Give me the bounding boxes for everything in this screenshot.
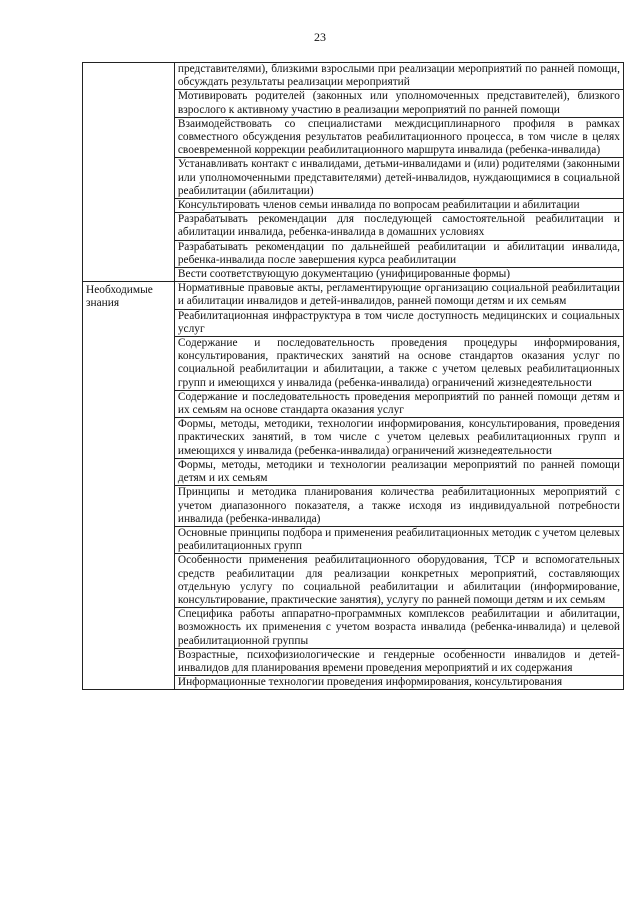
item-cell [174,309,623,336]
item-text: Особенности применения реабилитационного оборудования, ТСР и вспомогательных средств реабилитации для реализации конкретных мероприятий, составляющих отдельную услугу по социальной реабилитации и абилитации (информирование, консультирование, практические занятия), услугу по ранней помощи детям и их семьям [177,554,620,606]
item-cell [174,282,623,309]
item-text: Формы, методы, методики и технологии реализации мероприятий по ранней помощи детям и их семьям [177,458,620,485]
item-text: Консультировать членов семьи инвалида по вопросам реабилитации и абилитации [177,199,580,212]
section-label [86,63,171,65]
item-cell [174,458,623,485]
item-cell [174,90,623,117]
competency-table [82,62,624,690]
item-text: Разрабатывать рекомендации по дальнейшей реабилитации и абилитации инвалида, ребенка-инвалида после завершения курса реабилитации [177,240,620,266]
item-text: Содержание и последовательность проведения процедуры информирования, консультирования, практических занятий на основе стандартов оказания услуг по социальной реабилитации и абилитации, а также с учетом целевых реабилитационных групп и имеющихся у инвалида (ребенка-инвалида) ограничений жизнедеятельности [177,337,620,389]
item-cell [174,63,623,90]
item-cell [174,158,623,199]
item-text: Разрабатывать рекомендации для последующей самостоятельной реабилитации и абилитации инвалида, ребенка-инвалида в домашних условиях [177,213,620,239]
item-text: представителями), близкими взрослыми при реализации мероприятий по ранней помощи, обсуждать результаты реализации мероприятий [177,63,620,89]
item-text: Содержание и последовательность проведения мероприятий по ранней помощи детям и их семьям на основе стандарта оказания услуг [177,390,620,417]
item-text: Информационные технологии проведения информирования, консультирования [177,676,563,689]
item-text: Взаимодействовать со специалистами междисциплинарного профиля в рамках совместного обсуждения результатов реабилитационного процесса, в том числе в целях своевременной коррекции реабилитационного маршрута инвалида (ребенка-инвалида) [177,117,620,157]
item-text: Мотивировать родителей (законных или уполномоченных представителей), близкого взрослого к активному участию в реализации мероприятий по ранней помощи [177,90,620,116]
item-text: Реабилитационная инфраструктура в том числе доступность медицинских и социальных услуг [177,309,620,335]
item-cell [174,648,623,675]
item-cell [174,117,623,158]
item-cell [174,486,623,527]
item-cell [174,676,623,690]
item-cell [174,213,623,240]
item-text: Возрастные, психофизиологические и гендерные особенности инвалидов и детей-инвалидов для планирования времени проведения мероприятий и их содержания [177,648,620,674]
item-cell [174,337,623,391]
item-text: Формы, методы, методики, технологии информирования, консультирования, проведения практических занятий, в том числе с учетом целевых реабилитационных групп и имеющихся у инвалида (ребенка-инвалида) ограничений жизнедеятельности [177,418,620,457]
table-row [83,282,624,309]
item-cell [174,390,623,417]
item-cell [174,554,623,608]
item-cell [174,268,623,282]
item-cell [174,608,623,649]
item-cell [174,526,623,553]
item-text: Нормативные правовые акты, регламентирующие организацию социальной реабилитации и абилитации инвалидов и детей-инвалидов, ранней помощи детям и их семьям [177,282,620,308]
item-text: Вести соответствующую документацию (унифицированные формы) [177,268,511,281]
section-label-cell [83,63,175,282]
table-row [83,63,624,90]
item-text: Устанавливать контакт с инвалидами, детьми-инвалидами и (или) родителями (законными или уполномоченными представителями) детей-инвалидов, нуждающимися в социальной реабилитации (абилитации) [177,158,620,197]
item-cell [174,418,623,459]
item-cell [174,240,623,267]
item-cell [174,199,623,213]
section-label-cell [83,282,175,690]
table-body [83,63,624,690]
section-label: Необходимые знания [86,284,153,310]
item-text: Специфика работы аппаратно-программных комплексов реабилитации и абилитации, возможность их применения с учетом возраста инвалида (ребенка-инвалида) и целевой реабилитационной группы [177,608,620,647]
item-text: Принципы и методика планирования количества реабилитационных мероприятий с учетом диапазонного показателя, а также исходя из индивидуальной потребности инвалида (ребенка-инвалида) [177,486,620,525]
item-text: Основные принципы подбора и применения реабилитационных методик с учетом целевых реабилитационных групп [177,526,620,553]
page-number: 23 [314,30,326,44]
